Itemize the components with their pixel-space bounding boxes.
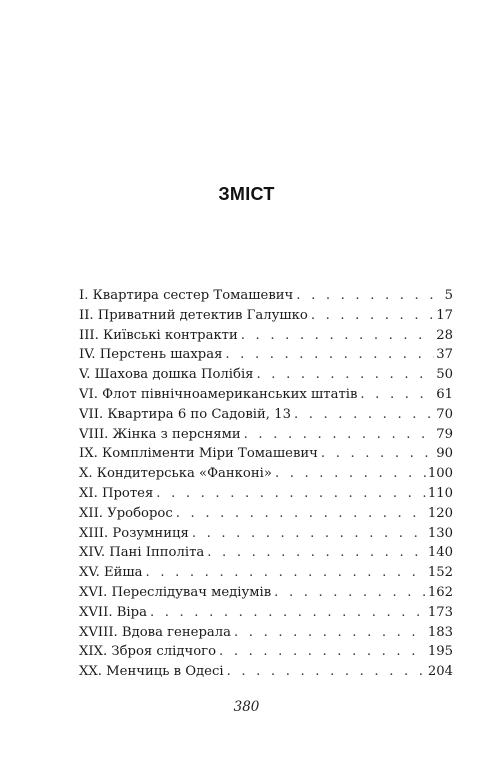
toc-entry (79, 326, 453, 346)
toc-entry-title: IV. Перстень шахрая (79, 345, 225, 365)
toc-entry-page: 162 (427, 584, 453, 600)
toc-entry (79, 524, 453, 544)
toc-entry-page: 183 (427, 624, 453, 640)
toc-entry-page: 79 (436, 426, 453, 442)
toc-entry-page: 5 (444, 288, 453, 303)
toc-dot-leader (192, 524, 426, 544)
toc-dot-leader (321, 444, 434, 464)
toc-entry-page: 140 (427, 545, 453, 561)
toc-entry (79, 563, 453, 583)
toc-entry (79, 405, 453, 425)
toc-dot-leader (275, 464, 426, 484)
toc-entry (79, 286, 453, 306)
toc-entry-title: I. Квартира сестер Томашевич (79, 286, 296, 306)
toc-entry-title: XVII. Віра (79, 603, 150, 623)
toc-entry-title: VII. Квартира 6 по Садовій, 13 (79, 405, 294, 425)
toc-entry-page: 130 (427, 525, 453, 541)
toc-entry-page: 100 (427, 466, 453, 482)
toc-entry-page: 152 (427, 565, 453, 581)
toc-entry (79, 504, 453, 524)
toc-entry-title: V. Шахова дошка Полібія (79, 365, 257, 385)
toc-entry-title: VI. Флот північноамериканських штатів (79, 385, 360, 405)
toc-entry-title: III. Київські контракти (79, 326, 241, 346)
toc-entry-title: XVIII. Вдова генерала (79, 623, 234, 643)
toc-dot-leader (146, 563, 426, 583)
toc-entry-title: XIV. Пані Іпполіта (79, 543, 207, 563)
toc-dot-leader (241, 326, 434, 346)
toc-dot-leader (296, 286, 442, 306)
toc-entry-page: 70 (436, 406, 453, 422)
toc-dot-leader (311, 306, 434, 326)
toc-entry (79, 444, 453, 464)
table-of-contents (79, 286, 453, 682)
toc-entry (79, 543, 453, 563)
toc-dot-leader (219, 642, 426, 662)
toc-entry-page: 28 (436, 327, 453, 343)
toc-entry (79, 484, 453, 504)
toc-entry (79, 425, 453, 445)
toc-entry-page: 110 (427, 485, 453, 501)
toc-entry-page: 37 (436, 347, 453, 363)
toc-dot-leader (176, 504, 426, 524)
toc-dot-leader (294, 405, 434, 425)
toc-dot-leader (244, 425, 435, 445)
toc-dot-leader (156, 484, 426, 504)
toc-entry (79, 583, 453, 603)
toc-dot-leader (150, 603, 426, 623)
toc-entry (79, 385, 453, 405)
toc-entry (79, 623, 453, 643)
toc-entry-title: X. Кондитерська «Фанконі» (79, 464, 275, 484)
toc-entry-page: 90 (436, 446, 453, 462)
toc-dot-leader (274, 583, 426, 603)
toc-entry (79, 306, 453, 326)
toc-entry-title: VIII. Жінка з перснями (79, 425, 244, 445)
toc-entry (79, 464, 453, 484)
toc-entry-title: II. Приватний детектив Галушко (79, 306, 311, 326)
toc-entry-title: XX. Менчиць в Одесі (79, 662, 227, 682)
toc-dot-leader (225, 345, 434, 365)
toc-entry (79, 365, 453, 385)
page-title: ЗМІСТ (218, 184, 275, 204)
toc-entry (79, 662, 453, 682)
toc-entry-page: 17 (436, 307, 453, 323)
toc-entry-title: XVI. Переслідувач медіумів (79, 583, 274, 603)
toc-dot-leader (360, 385, 434, 405)
toc-entry-title: XII. Уроборос (79, 504, 176, 524)
toc-entry-page: 195 (427, 644, 453, 660)
toc-entry (79, 603, 453, 623)
toc-dot-leader (234, 623, 426, 643)
toc-entry-title: XIII. Розумниця (79, 524, 192, 544)
toc-entry-title: XIX. Зброя слідчого (79, 642, 219, 662)
toc-entry (79, 642, 453, 662)
page-number: 380 (233, 699, 260, 715)
toc-dot-leader (207, 543, 426, 563)
toc-entry-page: 50 (436, 367, 453, 383)
toc-entry-page: 204 (427, 664, 453, 680)
toc-entry-title: IX. Компліменти Міри Томашевич (79, 444, 321, 464)
toc-entry-page: 120 (427, 505, 453, 521)
toc-entry (79, 345, 453, 365)
toc-dot-leader (257, 365, 435, 385)
toc-entry-page: 61 (436, 386, 453, 402)
toc-entry-title: XI. Протея (79, 484, 156, 504)
toc-dot-leader (227, 662, 426, 682)
toc-entry-page: 173 (427, 604, 453, 620)
toc-entry-title: XV. Ейша (79, 563, 146, 583)
